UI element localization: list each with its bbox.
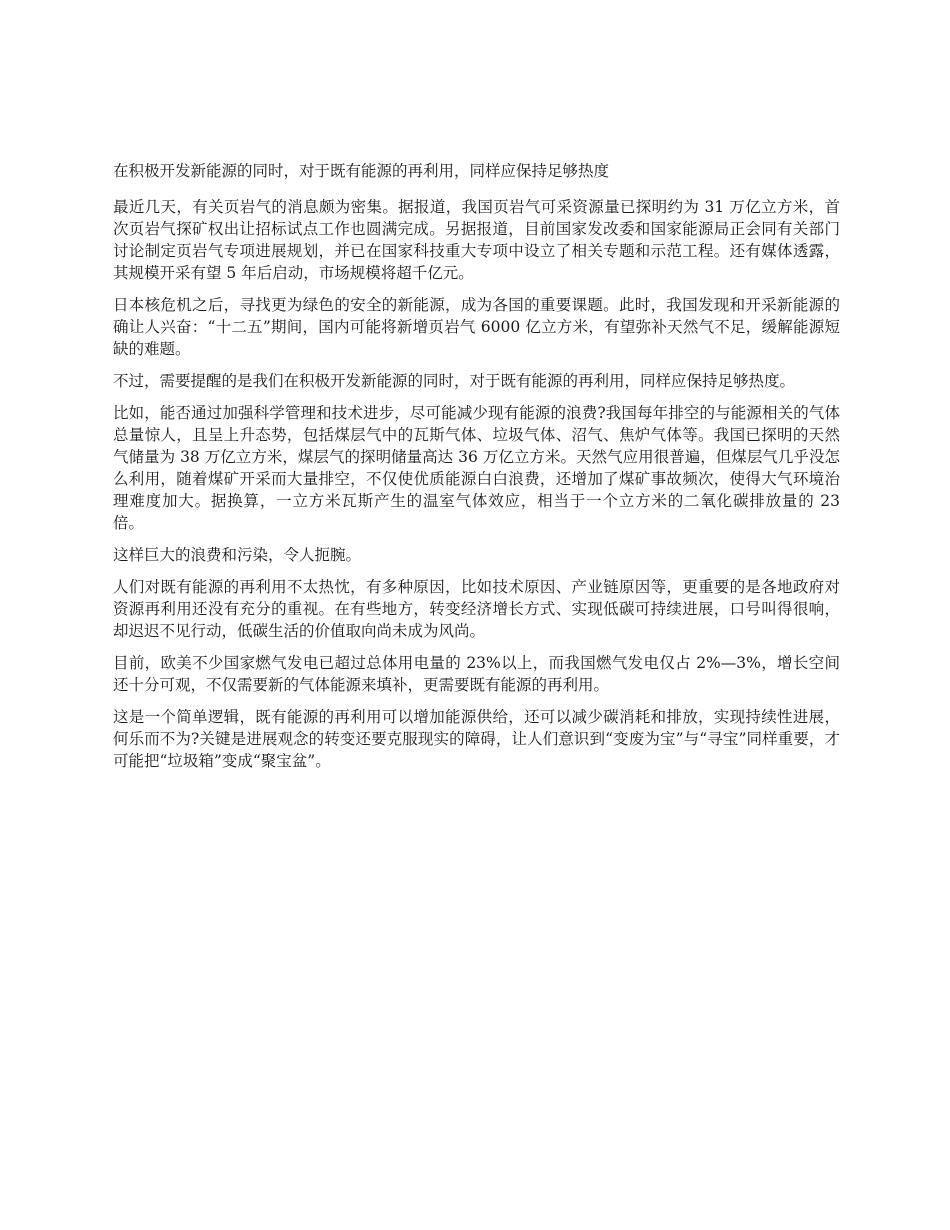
document-body — [113, 160, 840, 782]
paragraph: 比如，能否通过加强科学管理和技术进步，尽可能减少现有能源的浪费?我国每年排空的与能源相关的气体总量惊人，且呈上升态势，包括煤层气中的瓦斯气体、垃圾气体、沼气、焦炉气体等。我国已探明的天然气储量为 38 万亿立方米，煤层气的探明储量高达 36 万亿立方米。天然气应用很普遍，但煤层气几乎没怎么利用，随着煤矿开采而大量排空，不仅使优质能源白白浪费，还增加了煤矿事故频次，使得大气环境治理难度加大。据换算，一立方米瓦斯产生的温室气体效应，相当于一个立方米的二氧化碳排放量的 23 倍。 — [113, 404, 840, 532]
paragraph: 日本核危机之后，寻找更为绿色的安全的新能源，成为各国的重要课题。此时，我国发现和开采新能源的确让人兴奋：“十二五”期间，国内可能将新增页岩气 6000 亿立方米，有望弥补天然气不足，缓解能源短缺的难题。 — [113, 296, 840, 358]
document-title: 在积极开发新能源的同时，对于既有能源的再利用，同样应保持足够热度 — [113, 162, 610, 180]
paragraph: 人们对既有能源的再利用不太热忱，有多种原因，比如技术原因、产业链原因等，更重要的是各地政府对资源再利用还没有充分的重视。在有些地方，转变经济增长方式、实现低碳可持续进展，口号叫得很响，却迟迟不见行动，低碳生活的价值取向尚未成为风尚。 — [113, 578, 840, 640]
paragraph: 这样巨大的浪费和污染，令人扼腕。 — [113, 546, 362, 564]
paragraph: 这是一个简单逻辑，既有能源的再利用可以增加能源供给，还可以减少碳消耗和排放，实现持续性进展，何乐而不为?关键是进展观念的转变还要克服现实的障碍，让人们意识到“变废为宝”与“寻宝”同样重要，才可能把“垃圾箱”变成“聚宝盆”。 — [113, 708, 840, 770]
paragraph: 不过，需要提醒的是我们在积极开发新能源的同时，对于既有能源的再利用，同样应保持足够热度。 — [113, 372, 796, 390]
paragraph: 最近几天，有关页岩气的消息颇为密集。据报道，我国页岩气可采资源量已探明约为 31 万亿立方米，首次页岩气探矿权出让招标试点工作也圆满完成。另据报道，目前国家发改委和国家能源局正会同有关部门讨论制定页岩气专项进展规划，并已在国家科技重大专项中设立了相关专题和示范工程。还有媒体透露，其规模开采有望 5 年后启动，市场规模将超千亿元。 — [113, 198, 840, 282]
paragraph: 目前，欧美不少国家燃气发电已超过总体用电量的 23%以上，而我国燃气发电仅占 2%—3%，增长空间还十分可观，不仅需要新的气体能源来填补，更需要既有能源的再利用。 — [113, 654, 840, 694]
